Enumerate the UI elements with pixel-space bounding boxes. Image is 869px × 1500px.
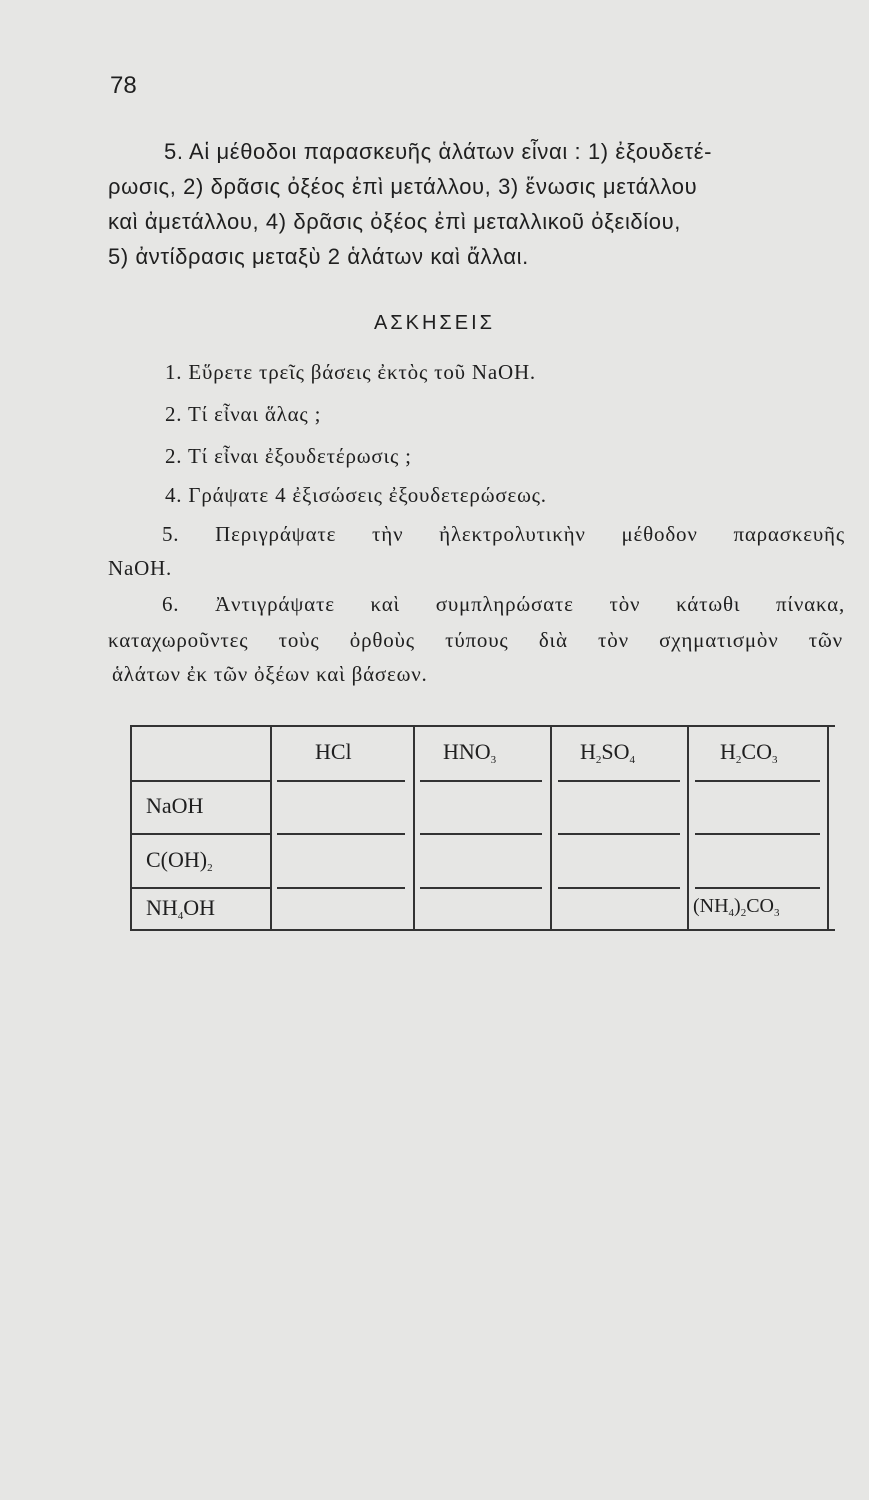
- word: ἠλεκτρολυτικὴν: [439, 522, 586, 546]
- salts-table: [130, 725, 835, 930]
- cell-nh4-2co3: $(NH_4)_2CO_3$: [693, 895, 780, 919]
- table-vline: [687, 725, 689, 930]
- table-hline: [130, 833, 270, 835]
- paragraph-line: 5. Αἱ μέθοδοι παρασκευῆς ἁλάτων εἶναι : 1) ἐξουδετέ-: [164, 139, 713, 164]
- word: τοὺς: [278, 628, 320, 652]
- header-hcl: HCl: [315, 739, 352, 764]
- word: ὀρθοὺς: [349, 628, 415, 652]
- table-hline: [130, 780, 270, 782]
- word: 6.: [162, 592, 180, 616]
- table-hline: [420, 833, 542, 835]
- word: πίνακα,: [776, 592, 845, 616]
- table-vline: [827, 725, 829, 930]
- row-label-c-oh-2: $C(OH)_2$: [146, 847, 213, 874]
- exercise-6-line2: [108, 628, 843, 653]
- table-hline: [420, 887, 542, 889]
- header-h2co3: $H_2CO_3$: [720, 739, 778, 766]
- table-hline: [277, 887, 405, 889]
- word: τύπους: [445, 628, 509, 652]
- word: τὸν: [598, 628, 629, 652]
- table-vline: [130, 725, 132, 930]
- row-label-nh4oh: $NH_4OH$: [146, 895, 216, 922]
- exercise-3: 2. Τί εἶναι ἐξουδετέρωσις ;: [165, 444, 412, 468]
- table-vline: [270, 725, 272, 930]
- table-hline: [558, 780, 680, 782]
- word: κάτωθι: [676, 592, 741, 616]
- page-number: 78: [110, 72, 137, 99]
- word: παρασκευῆς: [733, 522, 845, 546]
- exercises-heading: ΑΣΚΗΣΕΙΣ: [373, 312, 496, 334]
- table-vline: [550, 725, 552, 930]
- word: τῶν: [808, 628, 843, 652]
- table-hline: [277, 780, 405, 782]
- exercise-4: 4. Γράψατε 4 ἐξισώσεις ἐξουδετερώσεως.: [165, 483, 547, 507]
- paragraph-line: καὶ ἀμετάλλου, 4) δρᾶσις ὀξέος ἐπὶ μεταλλικοῦ ὀξειδίου,: [108, 209, 681, 234]
- word: καταχωροῦντες: [108, 628, 249, 652]
- table-hline: [558, 887, 680, 889]
- paragraph-line: ρωσις, 2) δρᾶσις ὀξέος ἐπὶ μετάλλου, 3) ἕνωσις μετάλλου: [108, 174, 698, 199]
- paragraph-5: [108, 134, 848, 274]
- word: διὰ: [538, 628, 568, 652]
- table-hline: [420, 780, 542, 782]
- table-hline: [130, 887, 270, 889]
- table-vline: [413, 725, 415, 930]
- table-hline: [695, 780, 820, 782]
- word: καὶ: [370, 592, 400, 616]
- exercise-6-line1: [162, 592, 845, 617]
- table-top-border: [130, 725, 835, 727]
- word: τὴν: [372, 522, 404, 546]
- exercise-6-line3: ἁλάτων ἐκ τῶν ὀξέων καὶ βάσεων.: [112, 662, 428, 686]
- word: Περιγράψατε: [215, 522, 337, 546]
- exercise-1: 1. Εὕρετε τρεῖς βάσεις ἐκτὸς τοῦ NaOH.: [165, 360, 536, 384]
- table-bottom-border: [130, 929, 835, 931]
- table-hline: [695, 887, 820, 889]
- table-hline: [695, 833, 820, 835]
- table-hline: [277, 833, 405, 835]
- word: 5.: [162, 522, 180, 546]
- paragraph-line: 5) ἀντίδρασις μεταξὺ 2 ἁλάτων καὶ ἄλλαι.: [108, 244, 529, 269]
- word: σχηματισμὸν: [659, 628, 779, 652]
- exercise-5-line2: NaOH.: [108, 556, 173, 580]
- row-label-naoh: NaOH: [146, 793, 204, 818]
- word: τὸν: [609, 592, 641, 616]
- word: Ἀντιγράψατε: [215, 592, 335, 616]
- header-hno3: $HNO_3$: [443, 739, 497, 766]
- word: μέθοδον: [621, 522, 698, 546]
- header-h2so4: $H_2SO_4$: [580, 739, 636, 766]
- word: συμπληρώσατε: [435, 592, 574, 616]
- exercise-5-line1: [162, 522, 845, 547]
- exercise-2: 2. Τί εἶναι ἅλας ;: [165, 402, 322, 426]
- table-hline: [558, 833, 680, 835]
